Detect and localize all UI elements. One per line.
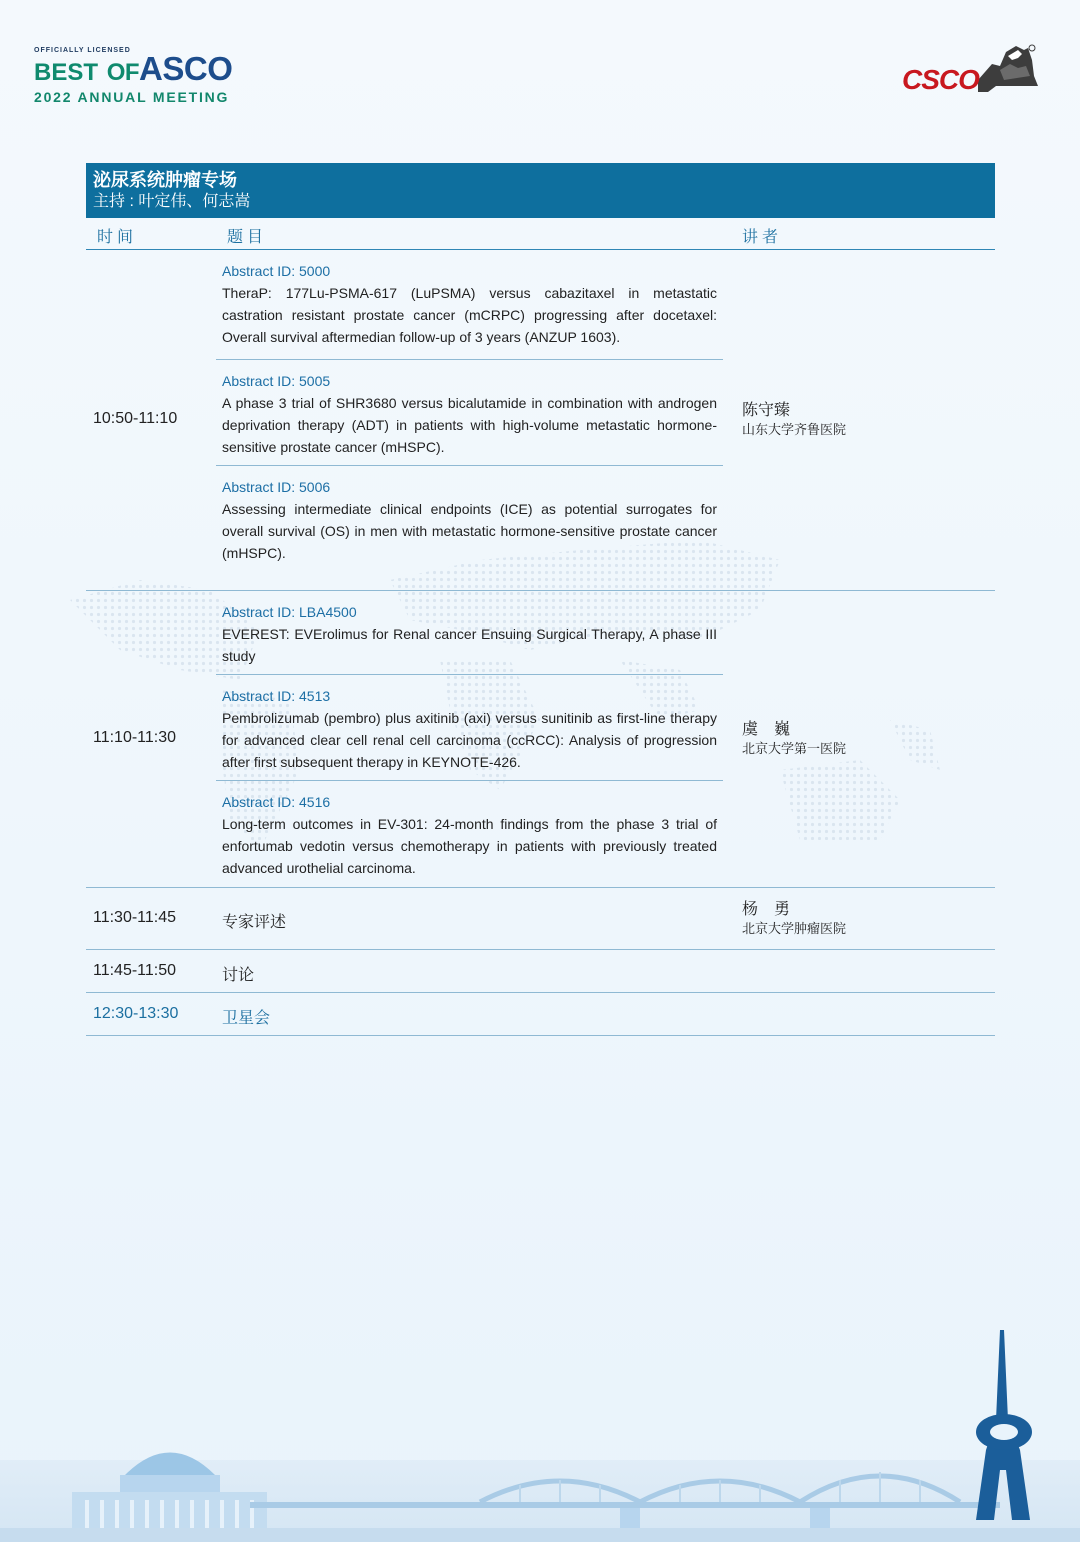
topic-list — [216, 250, 723, 572]
abstract-id: Abstract ID: LBA4500 — [222, 604, 357, 620]
abstract-id: Abstract ID: 5000 — [222, 263, 331, 279]
topic-item — [216, 781, 723, 887]
abstract-title: EVEREST: EVErolimus for Renal cancer Ensuing Surgical Therapy, A phase III study — [222, 626, 717, 664]
speaker — [742, 720, 846, 758]
agenda-table — [86, 163, 995, 1036]
session-title: 泌尿系统肿瘤专场 — [93, 170, 237, 190]
column-header-row — [86, 218, 995, 250]
row-topic: 讨论 — [222, 967, 255, 984]
time-slot: 10:50-11:10 — [93, 410, 178, 427]
agenda-row — [86, 888, 995, 950]
best-of-asco-logo — [34, 47, 232, 105]
speaker — [742, 900, 846, 938]
speaker-name: 虞 巍 — [742, 721, 791, 738]
topic-item — [216, 675, 723, 781]
time-slot: 12:30-13:30 — [93, 1005, 179, 1022]
city-skyline-icon — [0, 1320, 1080, 1542]
speaker-hospital: 山东大学齐鲁医院 — [742, 422, 847, 437]
speaker-hospital: 北京大学肿瘤医院 — [742, 921, 847, 936]
time-slot: 11:10-11:30 — [93, 729, 177, 746]
csco-logo — [900, 42, 1040, 100]
officially-licensed-label: OFFICIALLY LICENSED — [34, 47, 131, 54]
abstract-id: Abstract ID: 4513 — [222, 688, 331, 704]
speaker — [742, 401, 846, 439]
abstract-title: A phase 3 trial of SHR3680 versus bicalutamide in combination with androgen deprivation therapy (ADT) in patients with high-volume metastatic hormone-sensitive prostate cancer (mHSPC). — [222, 395, 717, 455]
speaker-name: 陈守臻 — [742, 402, 791, 419]
column-header-topic: 题目 — [227, 229, 268, 246]
abstract-id: Abstract ID: 5005 — [222, 373, 331, 389]
abstract-title: Pembrolizumab (pembro) plus axitinib (axi) versus sunitinib as first-line therapy for advanced clear cell renal cell carcinoma (ccRCC): Analysis of progression after first subsequent therapy in KEYNOTE-426. — [222, 710, 717, 770]
session-title-bar — [86, 163, 995, 218]
speaker-name: 杨 勇 — [742, 901, 791, 918]
speaker-hospital: 北京大学第一医院 — [742, 741, 847, 756]
topic-item — [216, 466, 723, 572]
abstract-title: Long-term outcomes in EV-301: 24-month findings from the phase 3 trial of enfortumab vedotin versus chemotherapy in patients with previously treated advanced urothelial carcinoma. — [222, 816, 717, 876]
asco-wordmark: BEST OFASCO — [34, 50, 233, 87]
agenda-row — [86, 950, 995, 993]
annual-meeting-label: 2022 ANNUAL MEETING — [34, 89, 230, 105]
row-topic: 专家评述 — [222, 914, 287, 931]
session-hosts: 主持 : 叶定伟、何志嵩 — [93, 193, 251, 210]
topic-item — [216, 591, 723, 675]
topic-item — [216, 250, 723, 360]
topic-item — [216, 360, 723, 466]
column-header-time: 时间 — [97, 229, 138, 246]
time-slot: 11:45-11:50 — [93, 962, 177, 979]
abstract-title: Assessing intermediate clinical endpoints (ICE) as potential surrogates for overall survival (OS) in men with metastatic hormone-sensitive prostate cancer (mHSPC). — [222, 501, 717, 561]
abstract-title: TheraP: 177Lu-PSMA-617 (LuPSMA) versus cabazitaxel in metastatic castration resistant prostate cancer (mCRPC) progressing after docetaxel: Overall survival aftermedian follow-up of 3 years (ANZUP 1603). — [222, 285, 717, 345]
session-group — [86, 250, 995, 591]
session-group — [86, 591, 995, 888]
agenda-row — [86, 993, 995, 1036]
abstract-id: Abstract ID: 4516 — [222, 794, 331, 810]
time-slot: 11:30-11:45 — [93, 909, 177, 926]
csco-wordmark: CSCO — [902, 64, 979, 95]
abstract-id: Abstract ID: 5006 — [222, 479, 331, 495]
column-header-speaker: 讲者 — [742, 229, 783, 246]
row-topic: 卫星会 — [222, 1010, 271, 1027]
topic-list — [216, 591, 723, 887]
